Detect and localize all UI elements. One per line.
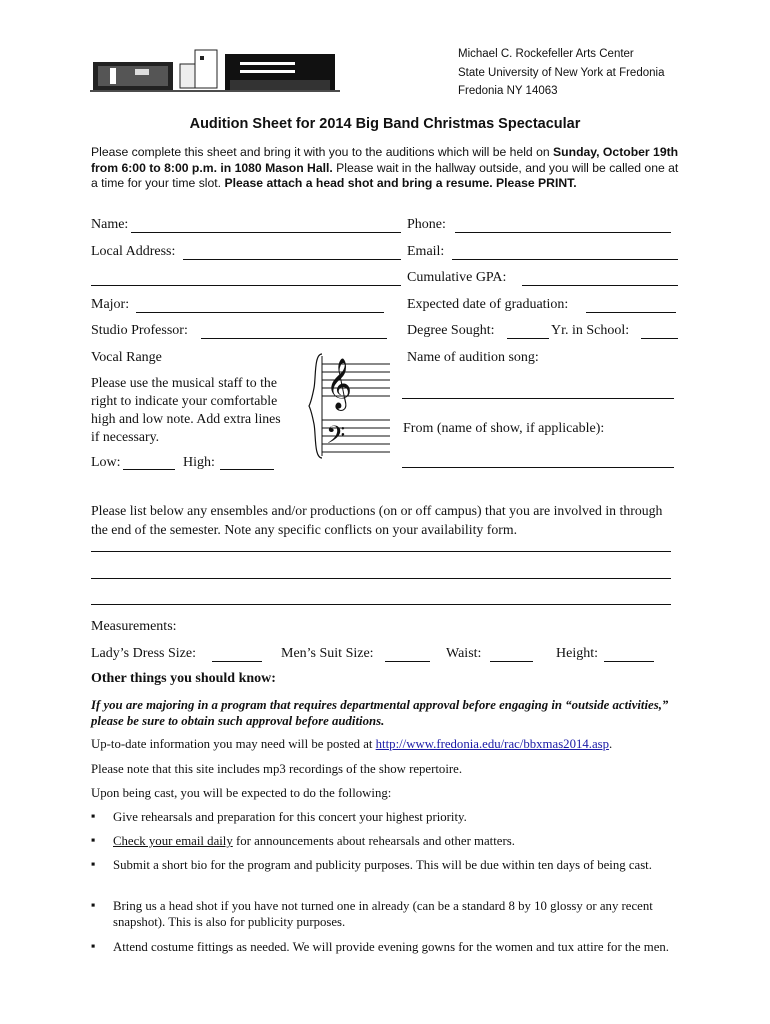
phone-field[interactable] (455, 232, 671, 233)
musical-staff-icon[interactable] (308, 350, 390, 462)
bullet-icon: ▪ (91, 809, 96, 823)
ensembles-line-2[interactable] (91, 578, 671, 579)
audition-song-field[interactable] (402, 398, 674, 399)
intro-paragraph: Please complete this sheet and bring it with you to the auditions which will be held on Sunday, October 19th from 6:00 to 8:00 p.m. in 1080 Mason Hall. Please wait in the hallway outside, and you will be called one at a time for your time slot. Please attach a head shot and bring a resume. Please PRINT. (91, 145, 679, 190)
org-name: Michael C. Rockefeller Arts Center (458, 48, 634, 60)
from-show-field[interactable] (402, 467, 674, 468)
cast-intro: Upon being cast, you will be expected to do the following: (91, 786, 392, 800)
measurements-heading: Measurements: (91, 619, 177, 634)
vocal-range-label: Vocal Range (91, 350, 162, 365)
degree-field[interactable] (507, 338, 549, 339)
mp3-note: Please note that this site includes mp3 recordings of the show repertoire. (91, 762, 463, 776)
list-item: Bring us a head shot if you have not turned one in already (can be a standard 8 by 10 glossy or any recent snapshot). This is also for publicity purposes. (113, 899, 653, 929)
grad-date-label: Expected date of graduation: (407, 297, 569, 312)
dress-size-label: Lady’s Dress Size: (91, 646, 196, 661)
name-field[interactable] (131, 232, 401, 233)
local-address-label: Local Address: (91, 244, 176, 259)
ensembles-instructions: Please list below any ensembles and/or productions (on or off campus) that you are involved in through the end of the semester. Note any specific conflicts on your availability form. (91, 503, 663, 537)
ensembles-line-1[interactable] (91, 551, 671, 552)
ensembles-line-3[interactable] (91, 604, 671, 605)
major-label: Major: (91, 297, 130, 312)
height-label: Height: (556, 646, 598, 661)
bullet-icon: ▪ (91, 833, 96, 847)
degree-label: Degree Sought: (407, 323, 495, 338)
info-link[interactable]: http://www.fredonia.edu/rac/bbxmas2014.asp (375, 737, 610, 751)
height-field[interactable] (604, 661, 654, 662)
bullet-icon: ▪ (91, 898, 96, 912)
audition-song-label: Name of audition song: (407, 350, 539, 365)
waist-field[interactable] (490, 661, 533, 662)
grad-date-field[interactable] (586, 312, 676, 313)
info-line: Up-to-date information you may need will be posted at http://www.fredonia.edu/rac/bbxmas2014.asp. (91, 737, 613, 751)
svg-text:𝄢: 𝄢 (326, 421, 346, 456)
dress-size-field[interactable] (212, 661, 262, 662)
list-item: Check your email daily for announcements about rehearsals and other matters. (113, 834, 515, 848)
svg-text:𝄞: 𝄞 (326, 358, 353, 409)
yr-school-label: Yr. in School: (551, 323, 630, 338)
waist-label: Waist: (446, 646, 482, 661)
high-label: High: (183, 455, 215, 470)
yr-school-field[interactable] (641, 338, 678, 339)
org-location: Fredonia NY 14063 (458, 85, 558, 97)
low-field[interactable] (123, 469, 175, 470)
major-field[interactable] (136, 312, 384, 313)
bullet-icon: ▪ (91, 857, 96, 871)
suit-size-label: Men’s Suit Size: (281, 646, 374, 661)
gpa-label: Cumulative GPA: (407, 270, 507, 285)
suit-size-field[interactable] (385, 661, 430, 662)
list-item: Attend costume fittings as needed. We will provide evening gowns for the women and tux attire for the men. (113, 940, 669, 954)
name-label: Name: (91, 217, 129, 232)
low-label: Low: (91, 455, 121, 470)
page-title: Audition Sheet for 2014 Big Band Christmas Spectacular (189, 116, 581, 132)
approval-note: If you are majoring in a program that requires departmental approval before engaging in “outside activities,” please be sure to obtain such approval before auditions. (91, 698, 669, 728)
org-university: State University of New York at Fredonia (458, 67, 665, 79)
local-address-field[interactable] (183, 259, 401, 260)
gpa-field[interactable] (522, 285, 678, 286)
studio-professor-field[interactable] (201, 338, 387, 339)
staff-instructions: Please use the musical staff to the right to indicate your comfortable high and low note. Add extra lines if necessary. (91, 375, 281, 444)
email-field[interactable] (452, 259, 678, 260)
list-item: Submit a short bio for the program and publicity purposes. This will be due within ten days of being cast. (113, 858, 652, 872)
local-address-field-2[interactable] (91, 285, 401, 286)
high-field[interactable] (220, 469, 274, 470)
bullet-icon: ▪ (91, 939, 96, 953)
phone-label: Phone: (407, 217, 446, 232)
building-logo-icon (90, 48, 340, 94)
other-heading: Other things you should know: (91, 671, 276, 686)
email-label: Email: (407, 244, 445, 259)
studio-professor-label: Studio Professor: (91, 323, 188, 338)
list-item: Give rehearsals and preparation for this concert your highest priority. (113, 810, 467, 824)
from-show-label: From (name of show, if applicable): (403, 421, 605, 436)
